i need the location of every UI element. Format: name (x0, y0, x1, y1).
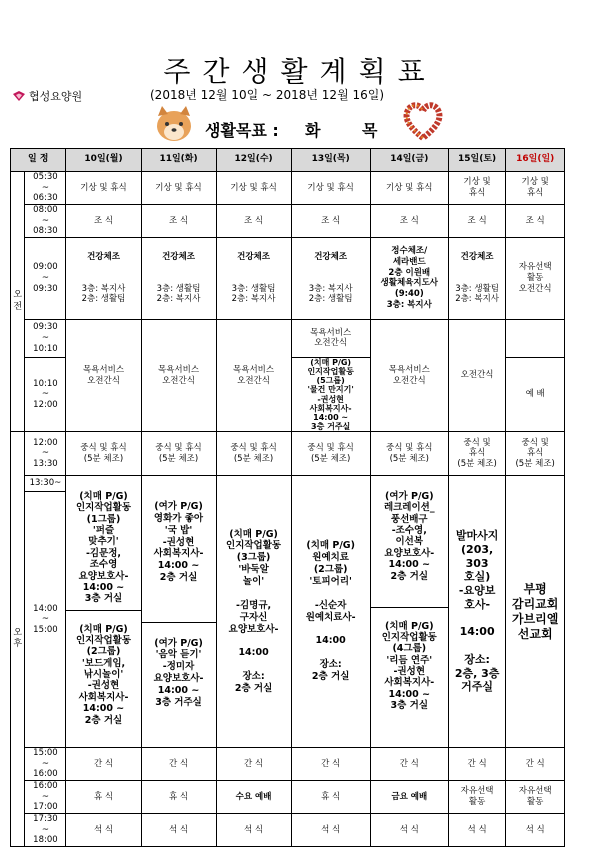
period-pm: 오 후 (11, 432, 25, 847)
header-sun: 16일(일) (506, 149, 565, 172)
lunch-thu: 중식 및 휴식 (5분 체조) (291, 432, 370, 476)
time-cell: 14:00 ~ 15:00 (25, 491, 66, 747)
pm-mon (66, 476, 141, 748)
header-tue: 11일(화) (141, 149, 216, 172)
breakfast-mon: 조 식 (66, 204, 141, 237)
breakfast-fri: 조 식 (370, 204, 448, 237)
pm-fri-2: (치매 P/G) 인지작업활동 (4그룹) '리듬 연주' -권성현 사회복지사- 14:00 ~ 3층 거실 (381, 620, 437, 712)
rest-sun: 자유선택 활동 (506, 781, 565, 814)
time-cell: 05:30 ~ 06:30 (25, 172, 66, 205)
snack-sat: 간 식 (448, 748, 506, 781)
exercise-title: 정수체조/ 세라밴드 (391, 246, 428, 267)
exercise-title: 건강체조 (237, 251, 270, 262)
pm-wed: (치매 P/G) 인지작업활동 (3그룹) '바둑알 놀이' -김명규, 구자신 요양보호사- 14:00 장소: 2층 거실 (216, 476, 291, 748)
exercise-title: 건강체조 (460, 251, 494, 262)
rest-sat: 자유선택 활동 (448, 781, 506, 814)
header-row (11, 149, 565, 172)
exercise-fri (370, 237, 448, 319)
sat-morning: 오전간식 (448, 319, 506, 432)
row-1330 (11, 476, 565, 492)
exercise-detail: 3층: 생활팀 2층: 복지사 (156, 283, 201, 305)
dinner-thu: 석 식 (291, 813, 370, 846)
dinner-mon: 석 식 (66, 813, 141, 846)
rest-tue: 휴 식 (141, 781, 216, 814)
snack-mon: 간 식 (66, 748, 141, 781)
facility-name: 협성요양원 (29, 90, 83, 103)
header-mon: 10일(월) (66, 149, 141, 172)
row-breakfast (11, 204, 565, 237)
exercise-detail: 3층: 복지사 2층: 생활팀 (81, 283, 126, 305)
snack-wed: 간 식 (216, 748, 291, 781)
sun-blank (506, 319, 565, 357)
row-lunch (11, 432, 565, 476)
lunch-wed: 중식 및 휴식 (5분 체조) (216, 432, 291, 476)
exercise-title: 건강체조 (314, 251, 348, 262)
time-cell: 12:00 ~ 13:30 (25, 432, 66, 476)
pm-sun: 부평 감리교회 가브리엘 선교회 (506, 476, 565, 748)
thu-program: (치매 P/G) 인지작업활동 (5그룹) '물건 만지기' -권성현 사회복지사- 14:00 ~ 3층 거주실 (291, 357, 370, 432)
breakfast-sat: 조 식 (448, 204, 506, 237)
facility-logo (12, 88, 82, 104)
pm-mon-2: (치매 P/G) 인지작업활동 (2그룹) '보드게임, 낚시놀이' -권성현 사회복지사- 14:00 ~ 2층 거실 (75, 623, 132, 726)
breakfast-sun: 조 식 (506, 204, 565, 237)
rest-mon: 휴 식 (66, 781, 141, 814)
pm-fri (370, 476, 448, 748)
pm-mon-1: (치매 P/G) 인지작업활동 (1그룹) '퍼즐 맞추기' -김문정, 조수영 요양보호사- 14:00 ~ 3층 거실 (66, 487, 140, 611)
rest-thu: 휴 식 (291, 781, 370, 814)
breakfast-wed: 조 식 (216, 204, 291, 237)
pm-thu: (치매 P/G) 원예치료 (2그룹) '토피어리' -신순자 원예치료사- 14:00 장소: 2층 거실 (291, 476, 370, 748)
snack-thu: 간 식 (291, 748, 370, 781)
pm-tue-2: (여가 P/G) '음악 듣기' -정미자 요양보호사- 14:00 ~ 3층 거주실 (153, 637, 204, 708)
lunch-sat: 중식 및 휴식 (5분 체조) (448, 432, 506, 476)
dog-icon (151, 104, 197, 144)
sun-morning: 자유선택 활동 오전간식 (506, 237, 565, 319)
time-cell: 09:30 ~ 10:10 (25, 319, 66, 357)
time-cell: 16:00 ~ 17:00 (25, 781, 66, 814)
period-am: 오 전 (11, 172, 25, 432)
snack-fri: 간 식 (370, 748, 448, 781)
breakfast-tue: 조 식 (141, 204, 216, 237)
exercise-tue (141, 237, 216, 319)
exercise-detail: 2층 이원배 생활체육지도사 (9:40) 3층: 복지사 (380, 267, 439, 310)
lunch-sun: 중식 및 휴식 (5분 체조) (506, 432, 565, 476)
bath-mon: 목욕서비스 오전간식 (66, 319, 141, 432)
header-fri: 14일(금) (370, 149, 448, 172)
dinner-sat: 석 식 (448, 813, 506, 846)
page-title: 주간생활계획표 (163, 55, 437, 88)
schedule-period: (2018년 12월 10일 ~ 2018년 12월 16일) (150, 88, 385, 102)
time-cell: 13:30~ (25, 476, 66, 492)
lunch-tue: 중식 및 휴식 (5분 체조) (141, 432, 216, 476)
time-cell: 15:00 ~ 16:00 (25, 748, 66, 781)
dinner-sun: 석 식 (506, 813, 565, 846)
breakfast-thu: 조 식 (291, 204, 370, 237)
goal-value: 화 목 (305, 121, 396, 140)
exercise-title: 건강체조 (87, 251, 120, 262)
exercise-mon (66, 237, 141, 319)
row-exercise (11, 237, 565, 319)
wake-sat: 기상 및 휴식 (448, 172, 506, 205)
goal-label: 생활목표 : (205, 121, 279, 140)
wake-sun: 기상 및 휴식 (506, 172, 565, 205)
pm-tue (141, 476, 216, 748)
header-schedule: 일 정 (11, 149, 66, 172)
rest-fri: 금요 예배 (370, 781, 448, 814)
wake-thu: 기상 및 휴식 (291, 172, 370, 205)
exercise-detail: 3층: 생활팀 2층: 복지사 (231, 283, 276, 305)
pm-tue-1: (여가 P/G) 영화가 좋아 '국 밥' -권성현 사회복지사- 14:00 ~ 2층 거실 (142, 487, 216, 623)
row-rest (11, 781, 565, 814)
row-wake (11, 172, 565, 205)
header-wed: 12일(수) (216, 149, 291, 172)
exercise-sat (448, 237, 506, 319)
wake-mon: 기상 및 휴식 (66, 172, 141, 205)
snack-sun: 간 식 (506, 748, 565, 781)
time-cell: 17:30 ~ 18:00 (25, 813, 66, 846)
exercise-detail: 3층: 생활팀 2층: 복지사 (455, 283, 500, 305)
row-snack (11, 748, 565, 781)
facility-logo-icon (12, 90, 26, 102)
exercise-title: 건강체조 (162, 251, 195, 262)
bath-wed: 목욕서비스 오전간식 (216, 319, 291, 432)
lunch-mon: 중식 및 휴식 (5분 체조) (66, 432, 141, 476)
wake-tue: 기상 및 휴식 (141, 172, 216, 205)
lunch-fri: 중식 및 휴식 (5분 체조) (370, 432, 448, 476)
bath-fri: 목욕서비스 오전간식 (370, 319, 448, 432)
dinner-wed: 석 식 (216, 813, 291, 846)
snack-tue: 간 식 (141, 748, 216, 781)
heart-wreath-icon (402, 100, 444, 142)
wake-wed: 기상 및 휴식 (216, 172, 291, 205)
row-dinner (11, 813, 565, 846)
exercise-wed (216, 237, 291, 319)
time-cell: 08:00 ~ 08:30 (25, 204, 66, 237)
dinner-tue: 석 식 (141, 813, 216, 846)
exercise-thu (291, 237, 370, 319)
exercise-detail: 3층: 복지사 2층: 생활팀 (308, 283, 353, 305)
bath-tue: 목욕서비스 오전간식 (141, 319, 216, 432)
dinner-fri: 석 식 (370, 813, 448, 846)
sun-worship: 예 배 (506, 357, 565, 432)
time-cell: 09:00 ~ 09:30 (25, 237, 66, 319)
rest-wed: 수요 예배 (216, 781, 291, 814)
header-sat: 15일(토) (448, 149, 506, 172)
header-thu: 13일(목) (291, 149, 370, 172)
pm-sat: 발마사지 (203, 303 호실) -요양보 호사- 14:00 장소: 2층, 3층 거주실 (448, 476, 506, 748)
wake-fri: 기상 및 휴식 (370, 172, 448, 205)
time-cell: 10:10 ~ 12:00 (25, 357, 66, 432)
weekly-schedule-table (10, 148, 565, 847)
bath-thu: 목욕서비스 오전간식 (291, 319, 370, 357)
row-bath-1 (11, 319, 565, 357)
pm-fri-1: (여가 P/G) 레크레이션_ 풍선배구 -조수영, 이선복 요양보호사- 14:00 ~ 2층 거실 (371, 487, 448, 608)
